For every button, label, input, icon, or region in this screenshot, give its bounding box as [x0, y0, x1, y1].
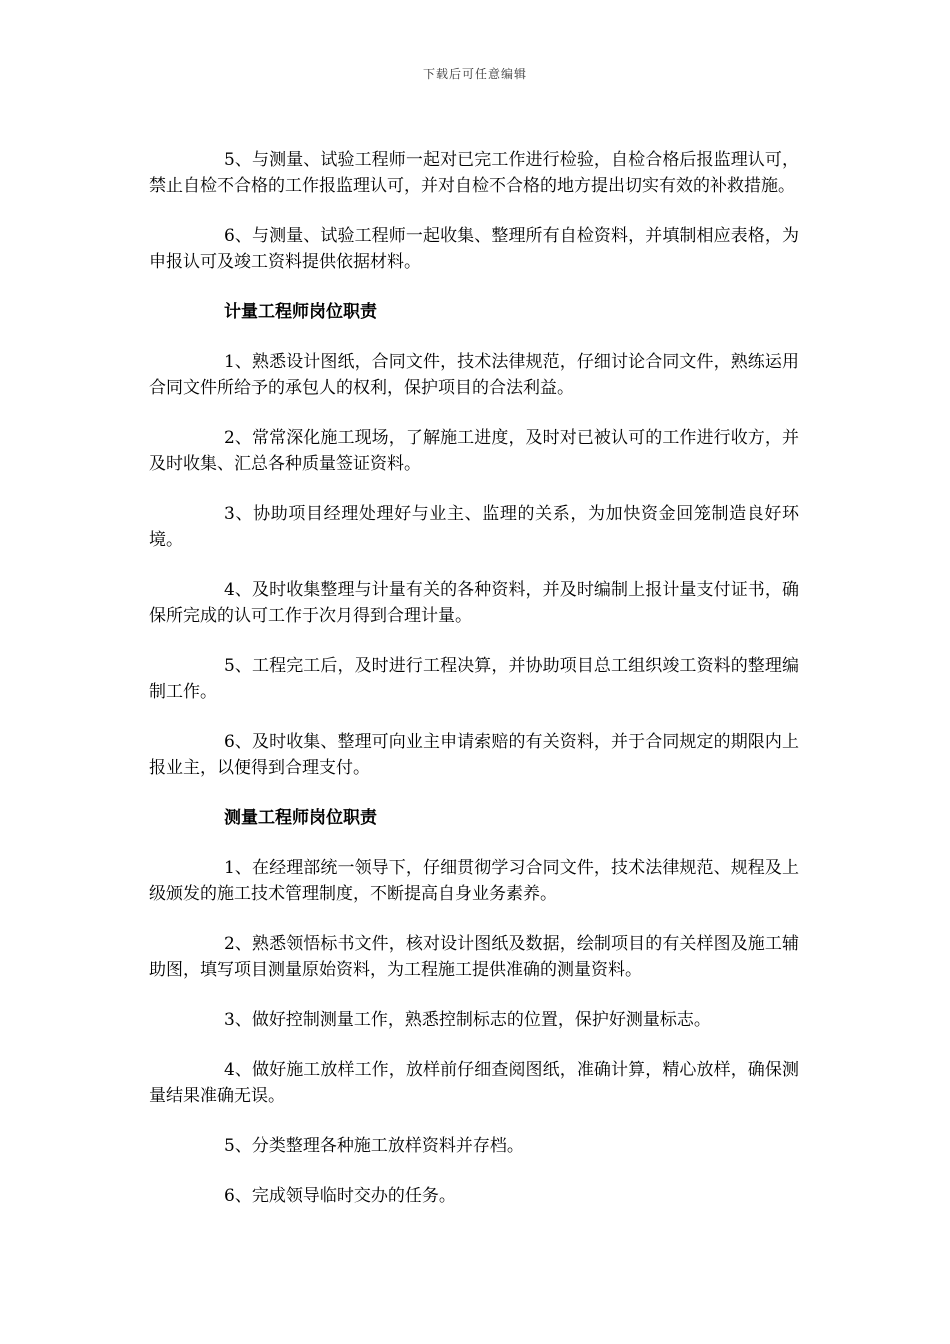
paragraph: 1、在经理部统一领导下，仔细贯彻学习合同文件，技术法律规范、规程及上级颁发的施工技术管理制度，不断提高自身业务素养。 — [149, 858, 799, 904]
paragraph: 1、熟悉设计图纸，合同文件，技术法律规范，仔细讨论合同文件，熟练运用合同文件所给予的承包人的权利，保护项目的合法利益。 — [149, 352, 799, 398]
paragraph: 2、常常深化施工现场，了解施工进度，及时对已被认可的工作进行收方，并及时收集、汇总各种质量签证资料。 — [149, 428, 799, 474]
paragraph: 6、与测量、试验工程师一起收集、整理所有自检资料，并填制相应表格，为申报认可及竣工资料提供依据材料。 — [149, 226, 799, 272]
page-header: 下载后可任意编辑 — [422, 67, 527, 81]
paragraph: 3、协助项目经理处理好与业主、监理的关系，为加快资金回笼制造良好环境。 — [149, 504, 799, 550]
paragraph: 5、与测量、试验工程师一起对已完工作进行检验，自检合格后报监理认可，禁止自检不合格的工作报监理认可，并对自检不合格的地方提出切实有效的补救措施。 — [149, 150, 799, 196]
paragraph: 4、做好施工放样工作，放样前仔细查阅图纸，准确计算，精心放样，确保测量结果准确无误。 — [149, 1060, 799, 1106]
section-heading: 计量工程师岗位职责 — [224, 302, 377, 322]
document-body — [149, 147, 799, 1233]
paragraph: 6、完成领导临时交办的任务。 — [224, 1186, 456, 1206]
paragraph: 4、及时收集整理与计量有关的各种资料，并及时编制上报计量支付证书，确保所完成的认可工作于次月得到合理计量。 — [149, 580, 799, 626]
paragraph: 5、工程完工后，及时进行工程决算，并协助项目总工组织竣工资料的整理编制工作。 — [149, 656, 799, 702]
paragraph: 5、分类整理各种施工放样资料并存档。 — [224, 1136, 524, 1156]
paragraph: 3、做好控制测量工作，熟悉控制标志的位置，保护好测量标志。 — [224, 1010, 711, 1030]
paragraph: 6、及时收集、整理可向业主申请索赔的有关资料，并于合同规定的期限内上报业主，以便得到合理支付。 — [149, 732, 799, 778]
paragraph: 2、熟悉领悟标书文件，核对设计图纸及数据，绘制项目的有关样图及施工辅助图，填写项目测量原始资料，为工程施工提供准确的测量资料。 — [149, 934, 799, 980]
section-heading: 测量工程师岗位职责 — [224, 808, 377, 828]
